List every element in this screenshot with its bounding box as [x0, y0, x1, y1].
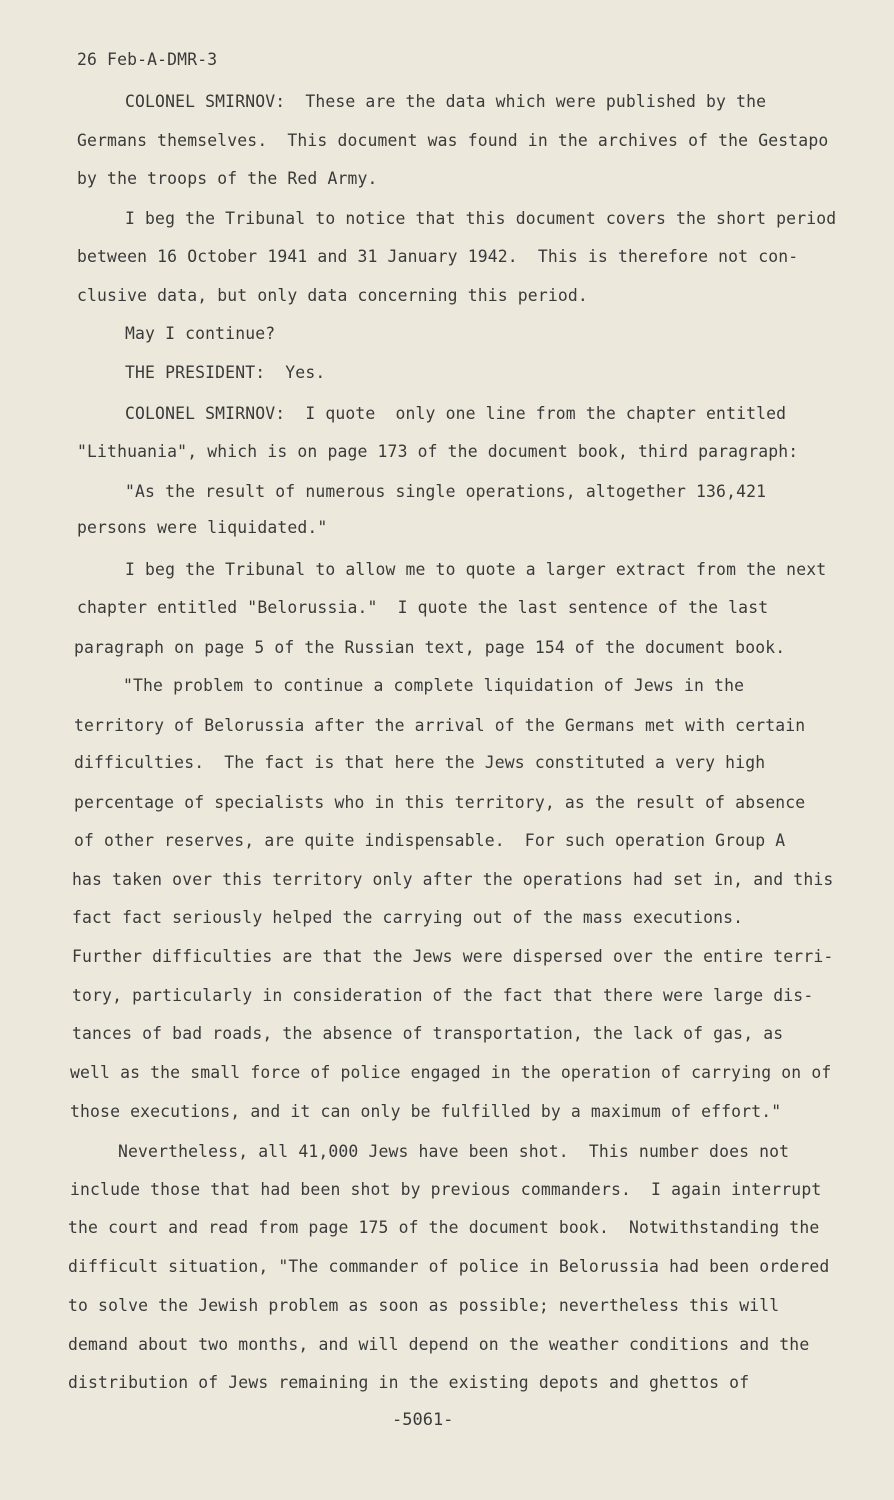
text-line: May I continue?	[125, 324, 276, 343]
text-line: COLONEL SMIRNOV: I quote only one line from the chapter entitled	[125, 404, 787, 423]
text-line: paragraph on page 5 of the Russian text, page 154 of the document book.	[74, 638, 786, 657]
text-line: demand about two months, and will depend on the weather conditions and the	[68, 1335, 810, 1354]
text-line: has taken over this territory only after the operations had set in, and this	[72, 870, 834, 889]
text-line: "Lithuania", which is on page 173 of the document book, third paragraph:	[77, 442, 799, 461]
text-line: Further difficulties are that the Jews were dispersed over the entire terri-	[72, 947, 834, 966]
text-line: percentage of specialists who in this territory, as the result of absence	[74, 793, 806, 812]
page-number: -5061-	[392, 1410, 454, 1430]
text-line: distribution of Jews remaining in the existing depots and ghettos of	[68, 1373, 750, 1392]
text-line: I beg the Tribunal to notice that this document covers the short period	[125, 209, 837, 228]
text-line: territory of Belorussia after the arrival of the Germans met with certain	[74, 716, 806, 735]
text-line: clusive data, but only data concerning this period.	[77, 286, 588, 305]
text-line: Germans themselves. This document was found in the archives of the Gestapo	[77, 131, 829, 150]
text-line: those executions, and it can only be fulfilled by a maximum of effort."	[70, 1102, 782, 1121]
text-line: tory, particularly in consideration of the fact that there were large dis-	[72, 986, 814, 1005]
text-line: THE PRESIDENT: Yes.	[125, 363, 326, 382]
document-header: 26 Feb-A-DMR-3	[77, 50, 218, 69]
text-line: include those that had been shot by previous commanders. I again interrupt	[70, 1180, 822, 1199]
text-line: "The problem to continue a complete liquidation of Jews in the	[123, 676, 745, 695]
text-line: by the troops of the Red Army.	[77, 169, 378, 188]
text-line: well as the small force of police engaged in the operation of carrying on of	[70, 1063, 832, 1082]
text-line: chapter entitled "Belorussia." I quote the last sentence of the last	[77, 598, 769, 617]
text-line: I beg the Tribunal to allow me to quote a larger extract from the next	[125, 560, 827, 579]
text-line: of other reserves, are quite indispensable. For such operation Group A	[74, 831, 786, 850]
text-line: difficulties. The fact is that here the Jews constituted a very high	[74, 753, 766, 772]
text-line: persons were liquidated."	[77, 518, 328, 537]
text-line: between 16 October 1941 and 31 January 1942. This is therefore not con-	[77, 247, 799, 266]
text-line: Nevertheless, all 41,000 Jews have been shot. This number does not	[118, 1142, 790, 1161]
text-line: to solve the Jewish problem as soon as possible; nevertheless this will	[68, 1296, 780, 1315]
text-line: COLONEL SMIRNOV: These are the data which were published by the	[125, 92, 767, 111]
text-line: the court and read from page 175 of the document book. Notwithstanding the	[68, 1218, 820, 1237]
text-line: tances of bad roads, the absence of transportation, the lack of gas, as	[72, 1024, 784, 1043]
text-line: fact fact seriously helped the carrying out of the mass executions.	[72, 908, 744, 927]
text-line: "As the result of numerous single operations, altogether 136,421	[125, 482, 767, 501]
text-line: difficult situation, "The commander of police in Belorussia had been ordered	[68, 1257, 830, 1276]
